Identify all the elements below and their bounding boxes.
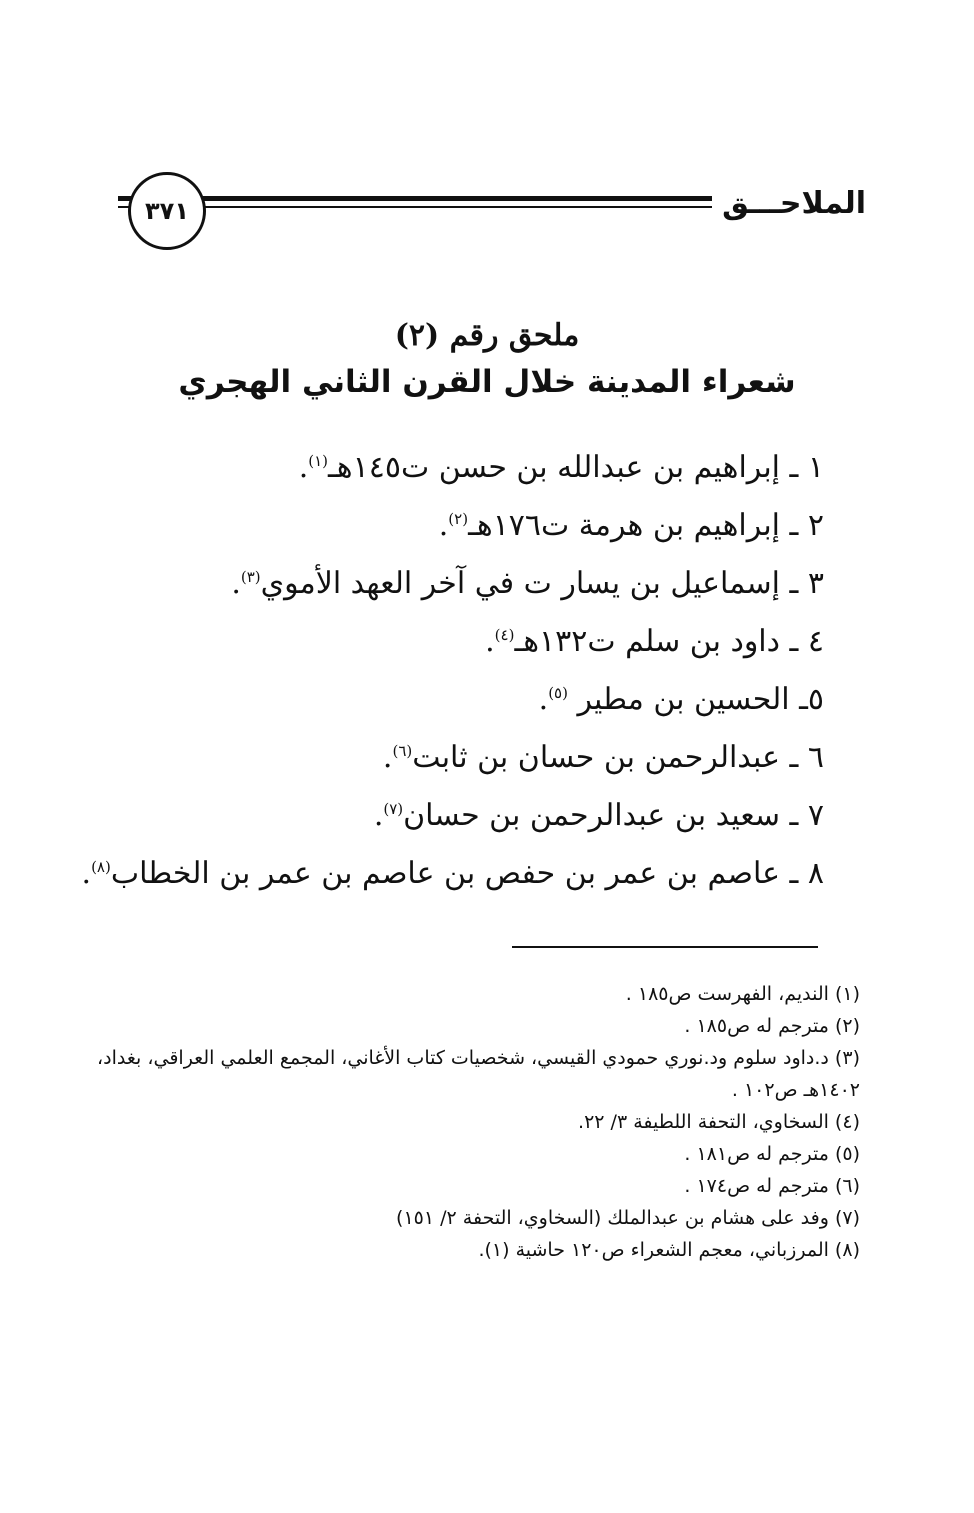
list-item: ٧ ـ سعيد بن عبدالرحمن بن حسان$^{(٧)}$. [373, 798, 824, 833]
list-item: ٥ـ الحسين بن مطير $^{(٥)}$. [538, 682, 824, 717]
list-item: ١ ـ إبراهيم بن عبدالله بن حسن ت١٤٥هـ$^{(١)}$. [298, 450, 824, 485]
header-rule [118, 196, 768, 201]
poets-list [81, 432, 824, 896]
list-item: ٨ ـ عاصم بن عمر بن حفص بن عاصم بن عمر بن الخطاب$^{(٨)}$. [81, 856, 824, 891]
footnote: ١٤٠٢هـ ص١٠٢ . [731, 1079, 860, 1101]
header-rule-thin [118, 206, 768, 208]
footnote-ref[interactable]: (٢) [448, 510, 469, 528]
appendix-title: شعراء المدينة خلال القرن الثاني الهجري [178, 364, 796, 400]
footnote-ref[interactable]: (٧) [383, 800, 404, 818]
footnote: (٥) مترجم له ص١٨١ . [684, 1143, 860, 1165]
footnote: (٤) السخاوي، التحفة اللطيفة ٣/ ٢٢. [578, 1111, 860, 1133]
appendix-number: ملحق رقم (٢) [394, 318, 580, 353]
footnote: (١) النديم، الفهرست ص١٨٥ . [625, 983, 860, 1005]
footnote-ref[interactable]: (٣) [240, 568, 261, 586]
footnote-ref[interactable]: (٨) [91, 858, 111, 876]
list-item: ٢ ـ إبراهيم بن هرمة ت١٧٦هـ$^{(٢)}$. [438, 508, 824, 543]
list-item: ٤ ـ داود بن سلم ت١٣٢هـ$^{(٤)}$. [485, 624, 824, 659]
footnote: (٢) مترجم له ص١٨٥ . [684, 1015, 860, 1037]
footnote: (٨) المرزباني، معجم الشعراء ص١٢٠ حاشية (١). [478, 1239, 860, 1261]
running-header: الملاحـــق [712, 186, 866, 221]
footnote: (٦) مترجم له ص١٧٤ . [684, 1175, 860, 1197]
footnote-ref[interactable]: (١) [308, 452, 329, 470]
footnote-separator [512, 946, 818, 948]
list-item: ٣ ـ إسماعيل بن يسار ت في آخر العهد الأموي$^{(٣)}$. [231, 566, 824, 601]
footnote-ref[interactable]: (٤) [494, 626, 515, 644]
footnote-ref[interactable]: (٦) [392, 742, 413, 760]
footnote: (٣) د.داود سلوم ود.نوري حمودي القيسي، شخصيات كتاب الأغاني، المجمع العلمي العراقي، بغداد، [97, 1047, 860, 1069]
footnotes [90, 978, 860, 1266]
page-number: ٣٧١ [145, 197, 189, 225]
footnote: (٧) وفد على هشام بن عبدالملك (السخاوي، التحفة ٢/ ١٥١) [396, 1207, 860, 1229]
list-item: ٦ ـ عبدالرحمن بن حسان بن ثابت$^{(٦)}$. [382, 740, 824, 775]
footnote-ref[interactable]: (٥) [548, 684, 568, 702]
page-number-badge [128, 172, 206, 250]
